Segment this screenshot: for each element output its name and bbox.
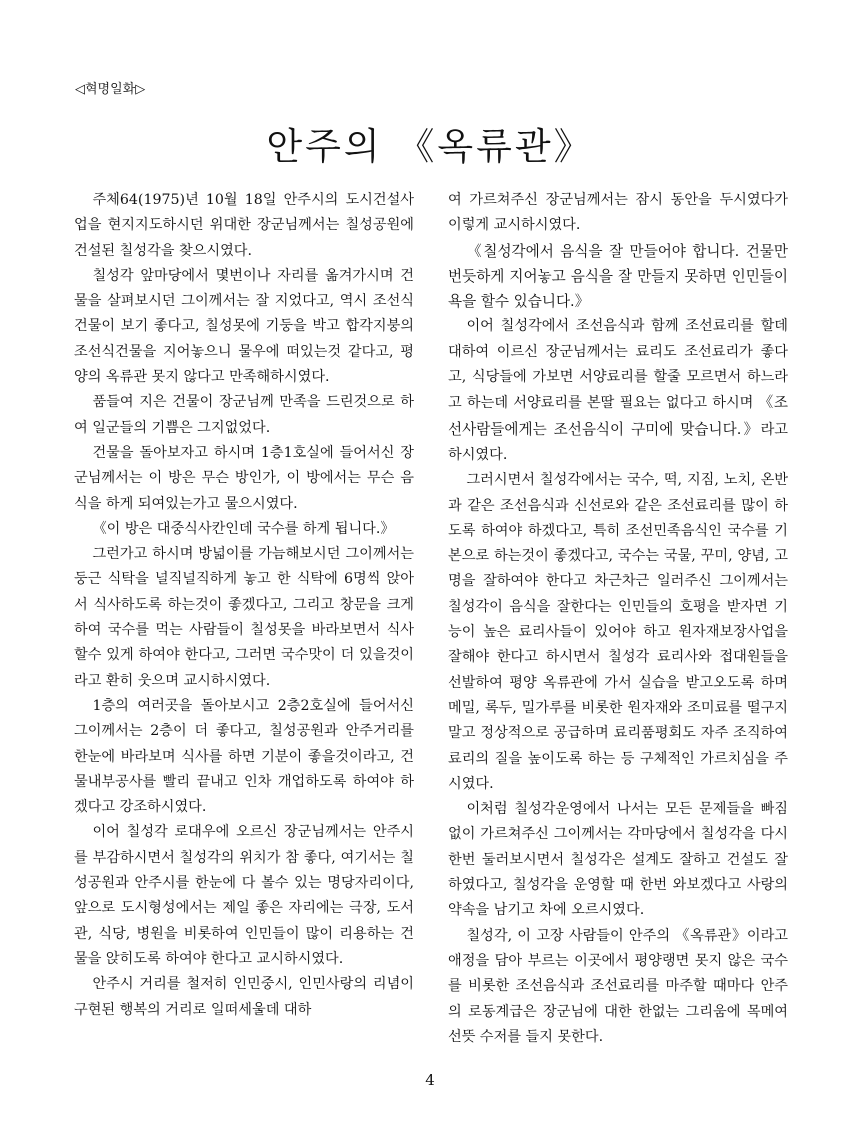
article-title: 안주의 《옥류관》 <box>266 125 594 168</box>
paragraph-text: 라고 하시였다. <box>448 421 788 463</box>
paragraph: 그러시면서 칠성각에서는 국수, 떡, 지짐, 노치, 온반과 같은 조선음식과 신선로와 같은 조선료리를 많이 하도록 하여야 하겠다고, 특히 조선민족음식인 국수를 기본으로 하는것이 좋겠다고, 국수는 국물, 꾸미, 양념, 고명을 잘하여야 한다고 차근차근 일러주신 그이께서는 칠성각이 음식을 잘한다는 인민들의 호평을 받자면 기능이 높은 료리사들이 있어야 하고 원자재보장사업을 잘해야 한다고 하시면서 칠성각 료리사와 접대원들을 선발하여 평양 옥류관에 가서 실습을 받고오도록 하며 메밀, 록두, 밀가루를 비롯한 원자재와 조미료를 떨구지 말고 정상적으로 공급하며 료리품평회도 자주 조직하여 료리의 질을 높이도록 하는 등 구체적인 가르치심을 주시였다. <box>448 472 788 792</box>
quote-paragraph: 《칠성각에서 음식을 잘 만들어야 합니다. 건물만 번듯하게 지어놓고 음식을 잘 만들지 못하면 인민들이 욕을 할수 있습니다.》 <box>448 242 788 311</box>
inline-quote: 《조선사람들에게는 조선음식이 구미에 맞습니다.》 <box>448 394 788 438</box>
paragraph: 품들여 지은 건물이 장군님께 만족을 드린것으로 하여 일군들의 기쁨은 그지없었다. <box>74 394 414 436</box>
page-number: 4 <box>425 1071 435 1089</box>
paragraph: 그런가고 하시며 방넓이를 가늠해보시던 그이께서는 둥근 식탁을 널직널직하게 놓고 한 식탁에 6명씩 앉아서 식사하도록 하는것이 좋겠다고, 그리고 창문을 크게 하여 국수를 먹는 사람들이 칠성못을 바라보면서 식사할수 있게 하여야 한다고, 그러면 국수맛이 더 있을것이라고 환히 웃으며 교시하시였다. <box>74 546 414 689</box>
paragraph: 이어 칠성각 로대우에 오르신 장군님께서는 안주시를 부감하시면서 칠성각의 위치가 참 좋다, 여기서는 칠성공원과 안주시를 한눈에 다 볼수 있는 명당자리이다, 앞으로 도시형성에서는 제일 좋은 자리에는 극장, 도서관, 식당, 병원을 비롯하여 인민들이 많이 리용하는 건물을 앉히도록 하여야 한다고 교시하시였다. <box>74 824 414 967</box>
paragraph: 주체64(1975)년 10월 18일 안주시의 도시건설사업을 현지지도하시던 위대한 장군님께서는 칠성공원에 건설된 칠성각을 찾으시였다. <box>74 192 414 259</box>
paragraph: 이처럼 칠성각운영에서 나서는 모든 문제들을 빠짐없이 가르쳐주신 그이께서는 각마당에서 칠성각을 다시한번 둘러보시면서 칠성각은 설계도 잘하고 건설도 잘하였다고, 칠성각을 운영할 때 한번 와보겠다고 사랑의 약속을 남기고 차에 오르시였다. <box>448 801 788 919</box>
paragraph <box>448 314 788 468</box>
paragraph-continued: 여 가르쳐주신 장군님께서는 잠시 동안을 두시였다가 이렇게 교시하시였다. <box>448 192 788 234</box>
right-column <box>448 188 788 1050</box>
section-tag: ◁혁명일화▷ <box>75 82 146 97</box>
paragraph: 칠성각, 이 고장 사람들이 안주의 《옥류관》이라고 애정을 담아 부르는 이곳에서 평양랭면 못지 않은 국수를 비롯한 조선음식과 조선료리를 마주할 때마다 안주의 로동계급은 장군님에 대한 한없는 그리움에 목메여 선뜻 수저를 들지 못한다. <box>448 927 788 1045</box>
paragraph: 칠성각 앞마당에서 몇번이나 자리를 옮겨가시며 건물을 살펴보시던 그이께서는 잘 지었다고, 역시 조선식건물이 보기 좋다고, 칠성못에 기둥을 박고 합각지붕의 조선식건물을 지어놓으니 물우에 떠있는것 같다고, 평양의 옥류관 못지 않다고 만족해하시였다. <box>74 267 414 386</box>
paragraph-text: 이어 칠성각에서 조선음식과 함께 조선료리를 할데 대하여 이르신 장군님께서는 료리도 조선료리가 좋다고, 식당들에 가보면 서양료리를 할줄 모르면서 하느라고 하는데 서양료리를 본딸 필요는 없다고 하시며 <box>448 318 788 412</box>
paragraph: 건물을 돌아보자고 하시며 1층1호실에 들어서신 장군님께서는 이 방은 무슨 방인가, 이 방에서는 무슨 음식을 하게 되여있는가고 물으시였다. <box>74 444 414 512</box>
paragraph: 안주시 거리를 철저히 인민중시, 인민사랑의 리념이 구현된 행복의 거리로 일떠세울데 대하 <box>74 976 414 1018</box>
left-column <box>74 188 414 1023</box>
paragraph: 1층의 여러곳을 돌아보시고 2층2호실에 들어서신 그이께서는 2층이 더 좋다고, 칠성공원과 안주거리를 한눈에 바라보며 식사를 하면 기분이 좋을것이라고, 건물내부공사를 빨리 끝내고 인차 개업하도록 하여야 하겠다고 강조하시였다. <box>74 697 414 816</box>
quote-paragraph: 《이 방은 대중식사칸인데 국수를 하게 됩니다.》 <box>92 520 395 537</box>
